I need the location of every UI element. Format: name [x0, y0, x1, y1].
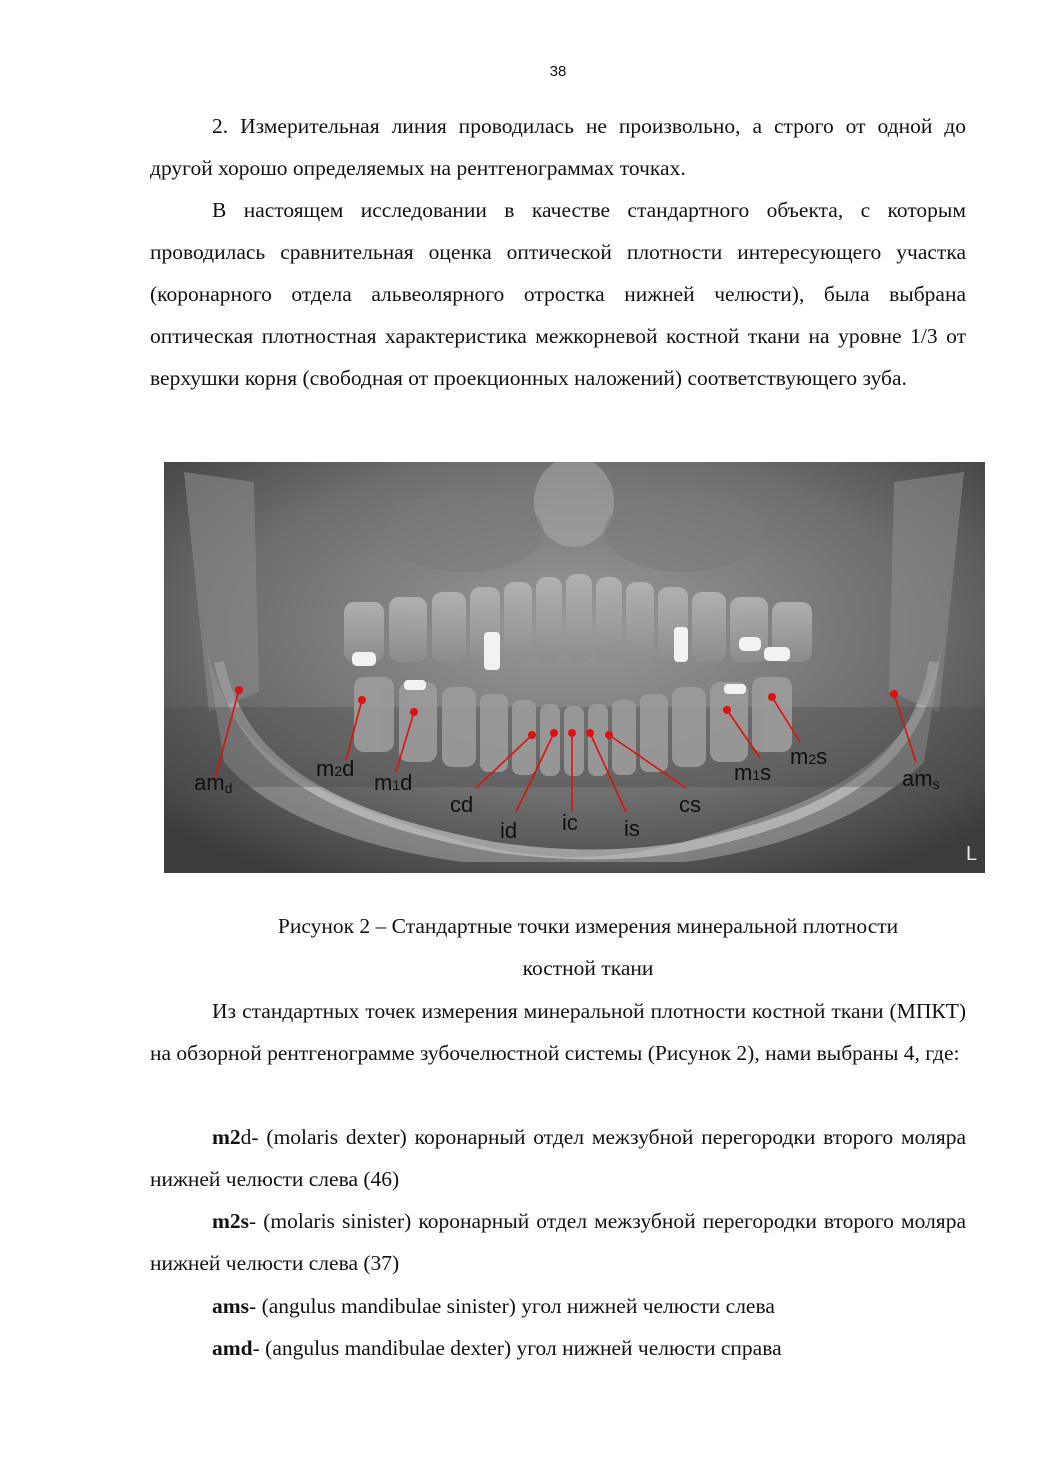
label-id: id — [500, 818, 518, 843]
definition-ams: ams- (angulus mandibulae sinister) угол нижней челюсти слева — [212, 1294, 775, 1318]
paragraph-measurement-line: 2. Измерительная линия проводилась не произвольно, а строго от одной до другой хорошо определяемых на рентгенограммах точках. — [150, 114, 966, 180]
label-ams: ams — [902, 766, 940, 792]
caption-line-1: Рисунок 2 – Стандартные точки измерения минеральной плотности — [277, 914, 899, 938]
label-cd: cd — [450, 792, 474, 817]
figure-caption — [150, 905, 966, 989]
label-m1s: m1s — [734, 760, 772, 785]
caption-line-2: костной ткани — [522, 956, 654, 980]
paragraph-standard-object: В настоящем исследовании в качестве стандартного объекта, с которым проводилась сравнительная оценка оптической плотности интересующего участка (коронарного отдела альвеолярного отростка нижней челюсти), была выбрана оптическая плотностная характеристика межкорневой костной ткани на уровне 1/3 от верхушки корня (свободная от проекционных наложений) соответствующего зуба. — [150, 198, 966, 390]
label-ic: ic — [562, 810, 578, 835]
label-m2d: m2d — [316, 756, 355, 781]
label-is: is — [624, 816, 640, 841]
definition-m2d: m2d- (molaris dexter) коронарный отдел межзубной перегородки второго моляра нижней челюсти слева (46) — [150, 1125, 966, 1191]
label-m2s: m2s — [790, 744, 828, 769]
corner-mark: L — [966, 843, 978, 865]
page-number: 38 — [549, 63, 567, 80]
panoramic-xray-figure — [164, 462, 985, 873]
label-m1d: m1d — [374, 770, 413, 795]
label-cs: cs — [679, 792, 701, 817]
paragraph-standard-points: Из стандартных точек измерения минеральной плотности костной ткани (МПКТ) на обзорной рентгенограмме зубочелюстной системы (Рисунок 2), нами выбраны 4, где: — [150, 999, 966, 1065]
label-amd: amd — [194, 770, 233, 796]
definition-m2s: m2s- (molaris sinister) коронарный отдел межзубной перегородки второго моляра нижней челюсти слева (37) — [150, 1209, 966, 1275]
definition-amd: amd- (angulus mandibulae dexter) угол нижней челюсти справа — [212, 1336, 782, 1360]
